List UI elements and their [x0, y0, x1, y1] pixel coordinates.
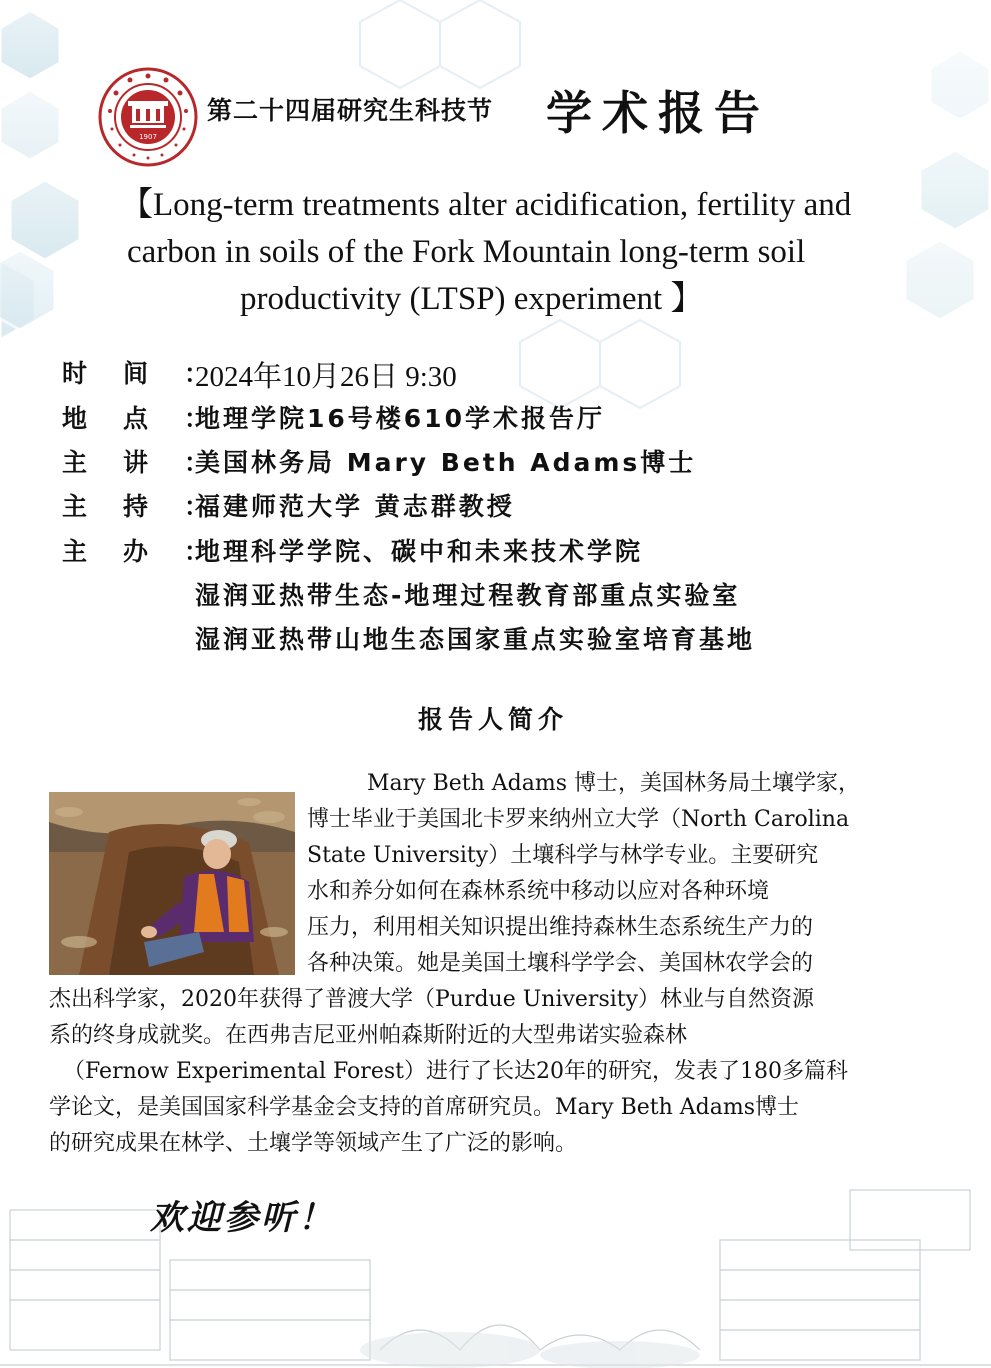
bio-line: 学论文，是美国国家科学基金会支持的首席研究员。Mary Beth Adams博士	[49, 1095, 800, 1120]
speaker-value: 美国林务局 Mary Beth Adams博士	[195, 448, 697, 477]
title-line: 【Long-term treatments alter acidification, fertility and	[120, 187, 852, 223]
time-value: 2024年10月26日 9:30	[195, 361, 457, 393]
bio-line: Mary Beth Adams 博士，美国林务局土壤学家，	[367, 771, 861, 796]
bio-line: 压力，利用相关知识提出维持森林生态系统生产力的	[307, 915, 814, 940]
university-seal-logo	[98, 67, 198, 167]
speaker-photo	[49, 792, 295, 975]
bio-line: （Fernow Experimental Forest）进行了长达20年的研究，发表了180多篇科	[63, 1059, 848, 1084]
report-heading: 学术报告	[546, 86, 770, 140]
festival-name: 第二十四届研究生科技节	[207, 96, 494, 125]
bio-line: 系的终身成就奖。在西弗吉尼亚州帕森斯附近的大型弗诺实验森林	[49, 1023, 688, 1048]
bio-line: 杰出科学家，2020年获得了普渡大学（Purdue University）林业与自然资源	[49, 987, 815, 1012]
bio-line: State University）土壤科学与林学专业。主要研究	[307, 843, 819, 868]
bio-line: 各种决策。她是美国土壤科学学会、美国林农学会的	[307, 951, 814, 976]
bio-line: 博士毕业于美国北卡罗来纳州立大学（North Carolina	[307, 807, 850, 832]
place-label: 地点：	[62, 404, 246, 433]
organizer-value: 湿润亚热带生态-地理过程教育部重点实验室	[195, 581, 741, 610]
bio-line: 水和养分如何在森林系统中移动以应对各种环境	[307, 879, 770, 904]
time-label: 时间：	[62, 359, 246, 388]
title-line: carbon in soils of the Fork Mountain long-term soil	[127, 234, 806, 270]
title-line: productivity (LTSP) experiment 】	[240, 281, 704, 317]
bio-line: 的研究成果在林学、土壤学等领域产生了广泛的影响。	[49, 1131, 578, 1156]
svg-text:1907: 1907	[139, 133, 157, 141]
report-title	[110, 182, 910, 323]
organizer-value: 地理科学学院、碳中和未来技术学院	[195, 537, 644, 566]
bio-heading: 报告人简介	[418, 705, 569, 734]
host-value: 福建师范大学 黄志群教授	[195, 492, 515, 521]
organizer-value: 湿润亚热带山地生态国家重点实验室培育基地	[195, 625, 756, 654]
place-value: 地理学院16号楼610学术报告厅	[195, 404, 605, 433]
speaker-label: 主讲：	[62, 448, 246, 477]
organizer-label: 主办：	[62, 537, 246, 566]
host-label: 主持：	[62, 492, 246, 521]
welcome-message: 欢迎参听！	[150, 1198, 335, 1238]
